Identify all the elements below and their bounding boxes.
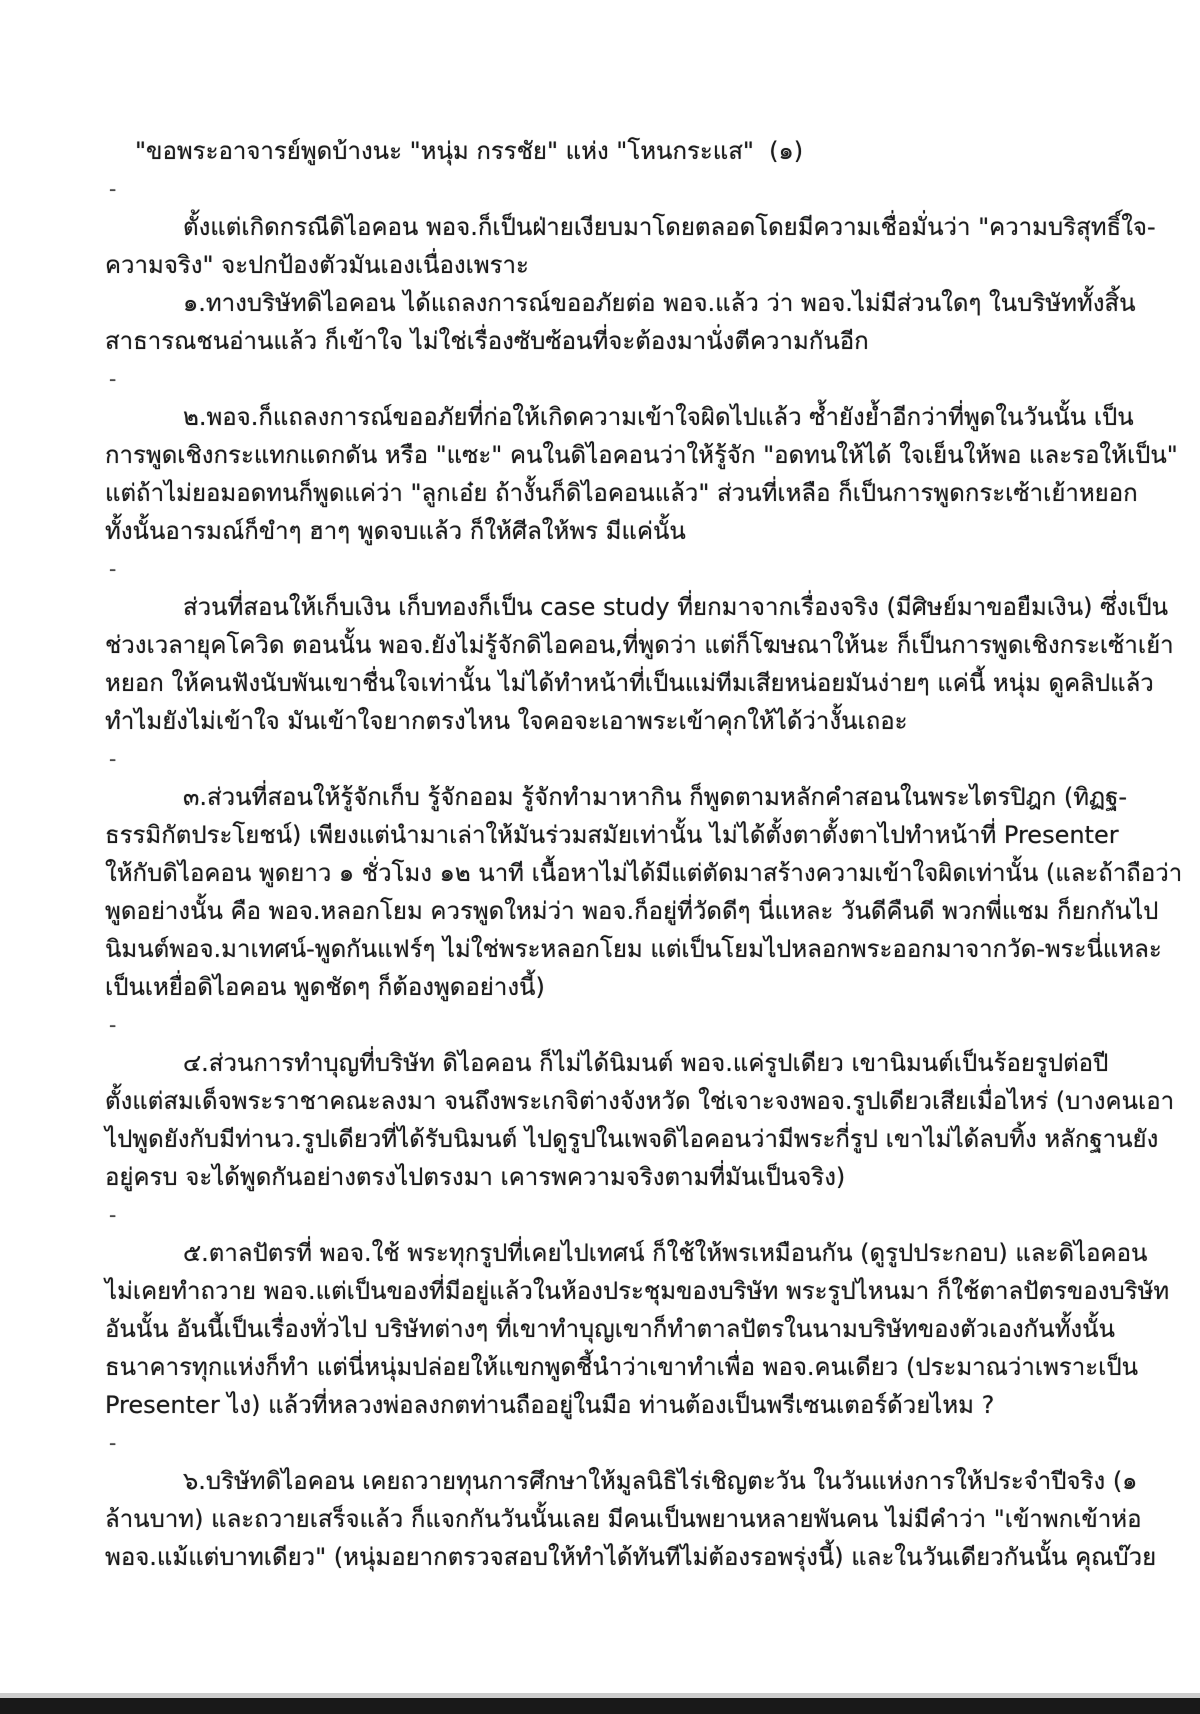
paragraph-line: ๑.ทางบริษัทดิไอคอน ได้แถลงการณ์ขออภัยต่อ พอจ.แล้ว ว่า พอจ.ไม่มีส่วนใดๆ ในบริษัททั้งสิ้น [183,289,1136,317]
paragraph-blocks [105,170,1183,1576]
paragraph-line: ทำไมยังไม่เข้าใจ มันเข้าใจยากตรงไหน ใจคอจะเอาพระเข้าคุกให้ได้ว่างั้นเถอะ [105,707,908,735]
separator-dash: - [109,177,117,201]
paragraph-line: ความจริง" จะปกป้องตัวมันเองเนื่องเพราะ [105,251,529,279]
paragraph-line: ธนาคารทุกแห่งก็ทำ แต่นี่หนุ่มปล่อยให้แขกพูดชี้นำว่าเขาทำเพื่อ พอจ.คนเดียว (ประมาณว่าเพราะเป็น [105,1353,1138,1381]
paragraph-line: สาธารณชนอ่านแล้ว ก็เข้าใจ ไม่ใช่เรื่องซับซ้อนที่จะต้องมานั่งตีความกันอีก [105,327,869,355]
separator-dash: - [109,1431,117,1455]
paragraph-line: นิมนต์พอจ.มาเทศน์-พูดกันแฟร์ๆ ไม่ใช่พระหลอกโยม แต่เป็นโยมไปหลอกพระออกมาจากวัด-พระนี่แหละ [105,935,1162,963]
paragraph-line: ๕.ตาลปัตรที่ พอจ.ใช้ พระทุกรูปที่เคยไปเทศน์ ก็ใช้ให้พรเหมือนกัน (ดูรูปประกอบ) และดิไอคอน [183,1239,1148,1267]
paragraph-line: ล้านบาท) และถวายเสร็จแล้ว ก็แจกกันวันนั้นเลย มีคนเป็นพยานหลายพันคน ไม่มีคำว่า "เข้าพกเข้าห่อ [105,1505,1142,1533]
paragraph-line: เป็นเหยื่อดิไอคอน พูดชัดๆ ก็ต้องพูดอย่างนี้) [105,973,545,1001]
paragraph-line: แต่ถ้าไม่ยอมอดทนก็พูดแค่ว่า "ลูกเอ๋ย ถ้างั้นก็ดิไอคอนแล้ว" ส่วนที่เหลือ ก็เป็นการพูดกระเซ้าเย้าหยอก [105,479,1138,507]
separator-dash: - [109,367,117,391]
scan-edge-bar [0,1698,1200,1714]
separator-dash: - [109,747,117,771]
paragraph-line: อยู่ครบ จะได้พูดกันอย่างตรงไปตรงมา เคารพความจริงตามที่มันเป็นจริง) [105,1163,846,1191]
paragraph-line: ช่วงเวลายุคโควิด ตอนนั้น พอจ.ยังไม่รู้จักดิไอคอน,ที่พูดว่า แต่ก็โฆษณาให้นะ ก็เป็นการพูดเชิงกระเซ้าเย้า [105,631,1174,659]
paragraph-line: พอจ.แม้แต่บาทเดียว" (หนุ่มอยากตรวจสอบให้ทำได้ทันทีไม่ต้องรอพรุ่งนี้) และในวันเดียวกันนั้น คุณบ๊วย [105,1543,1157,1571]
paragraph-line: ไม่เคยทำถวาย พอจ.แต่เป็นของที่มีอยู่แล้วในห้องประชุมของบริษัท พระรูปไหนมา ก็ใช้ตาลปัตรของบริษัท [105,1277,1170,1305]
paragraph-line: ทั้งนั้นอารมณ์ก็ขำๆ ฮาๆ พูดจบแล้ว ก็ให้ศีลให้พร มีแค่นั้น [105,517,686,545]
paragraph-line: ส่วนที่สอนให้เก็บเงิน เก็บทองก็เป็น case study ที่ยกมาจากเรื่องจริง (มีศิษย์มาขอยืมเงิน) ซึ่งเป็น [183,593,1168,621]
paragraph-line: พูดอย่างนั้น คือ พอจ.หลอกโยม ควรพูดใหม่ว่า พอจ.ก็อยู่ที่วัดดีๆ นี่แหละ วันดีคืนดี พวกพี่แชม ก็ยกกันไป [105,897,1159,925]
paragraph-line: ไปพูดยังกับมีท่านว.รูปเดียวที่ได้รับนิมนต์ ไปดูรูปในเพจดิไอคอนว่ามีพระกี่รูป เขาไม่ได้ลบทิ้ง หลักฐานยัง [105,1125,1159,1153]
paragraph-line: หยอก ให้คนฟังนับพันเขาชื่นใจเท่านั้น ไม่ได้ทำหน้าที่เป็นแม่ทีมเสียหน่อยมันง่ายๆ แค่นี้ หนุ่ม ดูคลิปแล้ว [105,669,1154,697]
paragraph-line: ๒.พอจ.ก็แถลงการณ์ขออภัยที่ก่อให้เกิดความเข้าใจผิดไปแล้ว ซ้ำยังย้ำอีกว่าที่พูดในวันนั้น เป็น [183,403,1134,431]
separator-dash: - [109,557,117,581]
paragraph-line: อันนั้น อันนี้เป็นเรื่องทั่วไป บริษัทต่างๆ ที่เขาทำบุญเขาก็ทำตาลปัตรในนามบริษัทของตัวเองกันทั้งนั้น [105,1315,1115,1343]
paragraph-line: ธรรมิกัตประโยชน์) เพียงแต่นำมาเล่าให้มันร่วมสมัยเท่านั้น ไม่ได้ตั้งตาตั้งตาไปทำหน้าที่ Presenter [105,821,1119,849]
paragraph-line: ให้กับดิไอคอน พูดยาว ๑ ชั่วโมง ๑๒ นาที เนื้อหาไม่ได้มีแต่ตัดมาสร้างความเข้าใจผิดเท่านั้น (และถ้าถือว่า [105,859,1183,887]
paragraph-line: ๔.ส่วนการทำบุญที่บริษัท ดิไอคอน ก็ไม่ได้นิมนต์ พอจ.แค่รูปเดียว เขานิมนต์เป็นร้อยรูปต่อปี [183,1049,1109,1077]
paragraph-line: ๓.ส่วนที่สอนให้รู้จักเก็บ รู้จักออม รู้จักทำมาหากิน ก็พูดตามหลักคำสอนในพระไตรปิฎก (ทิฏฐ- [183,783,1128,811]
paragraph-line: ตั้งแต่เกิดกรณีดิไอคอน พอจ.ก็เป็นฝ่ายเงียบมาโดยตลอดโดยมีความเชื่อมั่นว่า "ความบริสุทธิ์ใจ- [183,213,1156,241]
separator-dash: - [109,1013,117,1037]
separator-dash: - [109,1203,117,1227]
page-title: "ขอพระอาจารย์พูดบ้างนะ "หนุ่ม กรรชัย" แห่ง "โหนกระแส" (๑) [135,137,804,165]
paragraph-line: Presenter ไง) แล้วที่หลวงพ่อลงกตท่านถืออยู่ในมือ ท่านต้องเป็นพรีเซนเตอร์ด้วยไหม ? [105,1391,995,1419]
paragraph-line: ๖.บริษัทดิไอคอน เคยถวายทุนการศึกษาให้มูลนิธิไร่เชิญตะวัน ในวันแห่งการให้ประจำปีจริง (๑ [183,1467,1138,1495]
paragraph-line: ตั้งแต่สมเด็จพระราชาคณะลงมา จนถึงพระเกจิต่างจังหวัด ใช่เจาะจงพอจ.รูปเดียวเสียเมื่อไหร่ (บางคนเอา [105,1087,1175,1115]
document-text-area [105,132,1183,1576]
paragraph-line: การพูดเชิงกระแทกแดกดัน หรือ "แซะ" คนในดิไอคอนว่าให้รู้จัก "อดทนให้ได้ ใจเย็นให้พอ และรอให้เป็น" [105,441,1178,469]
